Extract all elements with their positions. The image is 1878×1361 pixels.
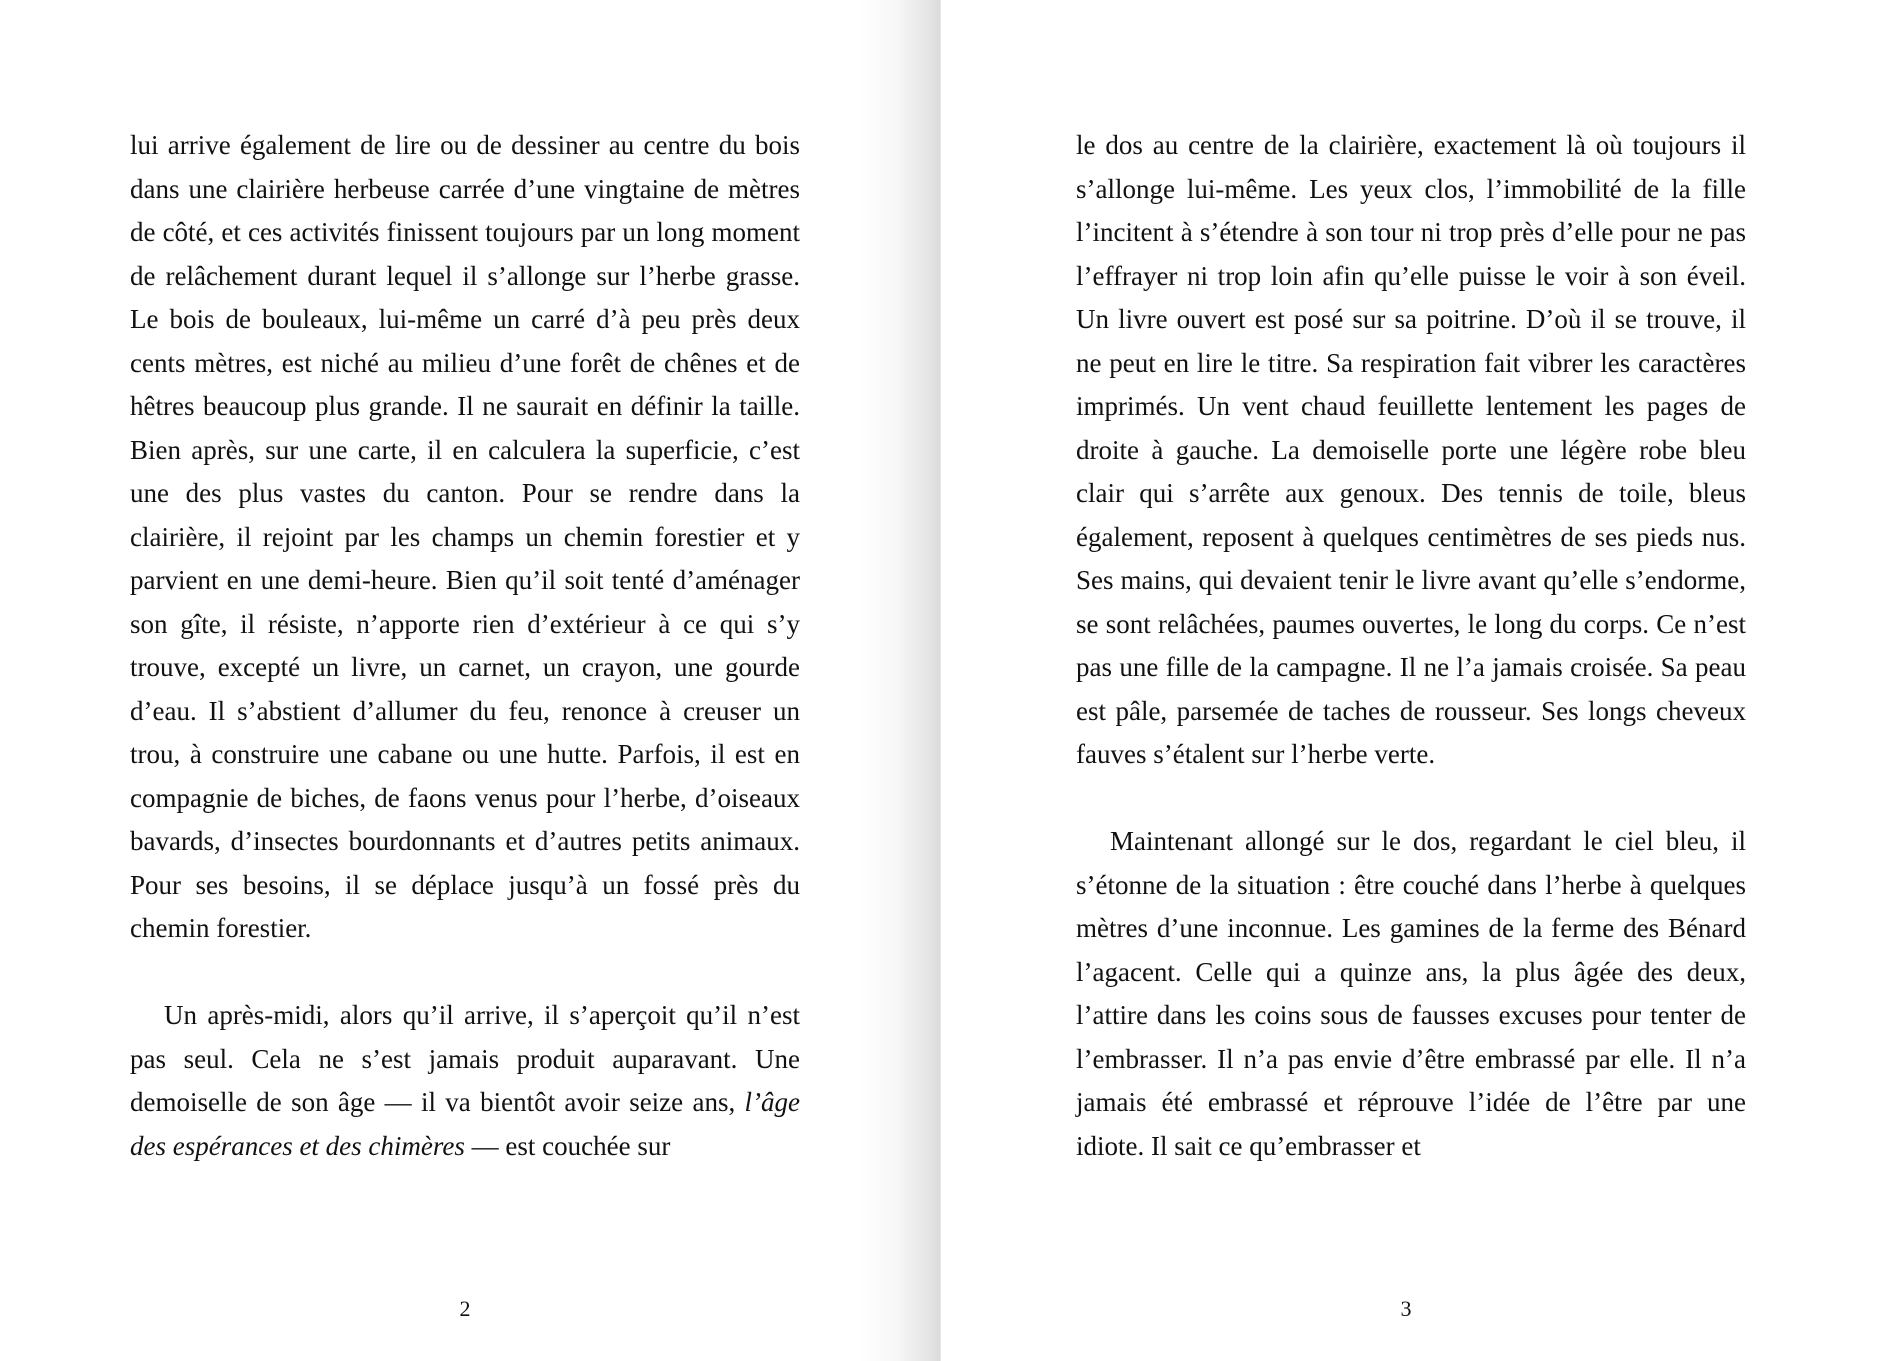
paragraph: lui arrive également de lire ou de dessiner au centre du bois dans une clairière herbeuse carrée d’une vingtaine de mètres de côté, et ces activités finissent toujours par un long moment de relâchement durant lequel il s’allonge sur l’herbe grasse. Le bois de bouleaux, lui-même un carré d’à peu près deux cents mètres, est niché au milieu d’une forêt de chênes et de hêtres beaucoup plus grande. Il ne saurait en définir la taille. Bien après, sur une carte, il en calculera la superficie, c’est une des plus vastes du canton. Pour se rendre dans la clairière, il rejoint par les champs un chemin forestier et y parvient en une demi-heure. Bien qu’il soit tenté d’aménager son gîte, il résiste, n’apporte rien d’extérieur à ce qui s’y trouve, excepté un livre, un carnet, un crayon, une gourde d’eau. Il s’abstient d’allumer du feu, renonce à creuser un trou, à construire une cabane ou une hutte. Parfois, il est en compagnie de biches, de faons venus pour l’herbe, d’oiseaux bavards, d’insectes bourdonnants et d’autres petits animaux. Pour ses besoins, il se déplace jusqu’à un fossé près du chemin forestier. [130, 130, 800, 943]
left-page-text [130, 124, 800, 1168]
paragraph-text: Un après-midi, alors qu’il arrive, il s’aperçoit qu’il n’est pas seul. Cela ne s’est jamais produit auparavant. Une demoiselle de son âge — il va bientôt avoir seize ans, [130, 1000, 800, 1117]
italic-quote: l’âge des espérances et des chimères [130, 1087, 800, 1161]
paragraph [130, 994, 800, 1168]
page-number: 3 [1400, 1296, 1412, 1321]
page-number: 2 [459, 1296, 471, 1321]
gutter-shadow [860, 0, 940, 1361]
paragraph: le dos au centre de la clairière, exactement là où toujours il s’allonge lui-même. Les yeux clos, l’immobilité de la fille l’incitent à s’étendre à son tour ni trop près d’elle pour ne pas l’effrayer ni trop loin afin qu’elle puisse le voir à son éveil. Un livre ouvert est posé sur sa poitrine. D’où il se trouve, il ne peut en lire le titre. Sa respiration fait vibrer les caractères imprimés. Un vent chaud feuillette lentement les pages de droite à gauche. La demoiselle porte une légère robe bleu clair qui s’arrête aux genoux. Des tennis de toile, bleus également, reposent à quelques centimètres de ses pieds nus. Ses mains, qui devaient tenir le livre avant qu’elle s’endorme, se sont relâchées, paumes ouvertes, le long du corps. Ce n’est pas une fille de la campagne. Il ne l’a jamais croisée. Sa peau est pâle, parsemée de taches de rousseur. Ses longs cheveux fauves s’étalent sur l’herbe verte. [1076, 130, 1746, 769]
right-page [941, 0, 1878, 1361]
right-page-text [1076, 124, 1746, 1168]
paragraph-text: — est couchée sur [464, 1130, 671, 1161]
paragraph: Maintenant allongé sur le dos, regardant le ciel bleu, il s’étonne de la situation : être couché dans l’herbe à quelques mètres d’une inconnue. Les gamines de la ferme des Bénard l’agacent. Celle qui a quinze ans, la plus âgée des deux, l’attire dans les coins sous de fausses excuses pour tenter de l’embrasser. Il n’a pas envie d’être embrassé par elle. Il n’a jamais été embrassé et réprouve l’idée de l’être par une idiote. Il sait ce qu’embrasser et [1076, 826, 1746, 1161]
